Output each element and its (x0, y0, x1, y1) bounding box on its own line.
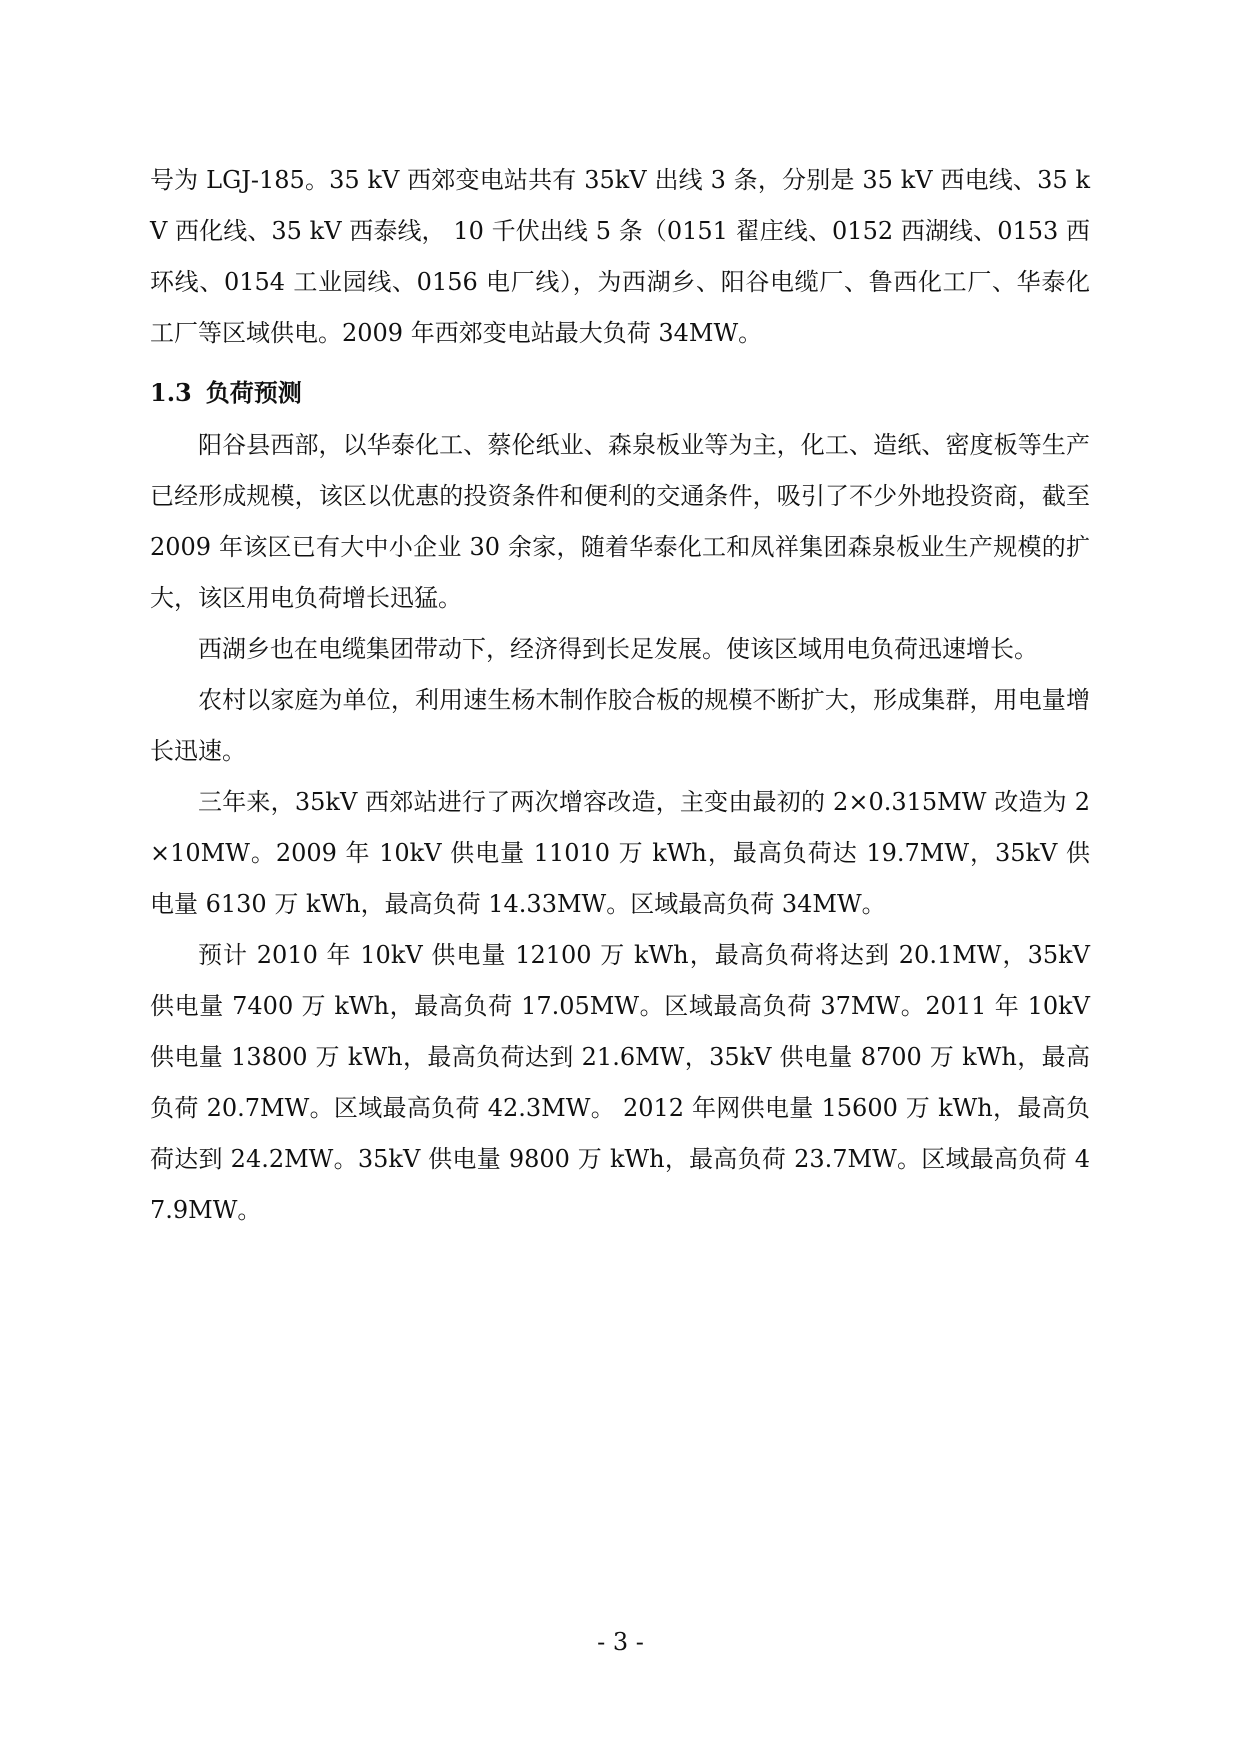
paragraph-west-industry: 阳谷县西部，以华泰化工、蔡伦纸业、森泉板业等为主，化工、造纸、密度板等生产已经形成规模，该区以优惠的投资条件和便利的交通条件，吸引了不少外地投资商，截至 2009 年该区已有大中小企业 30 余家，随着华泰化工和凤祥集团森泉板业生产规模的扩大，该区用电负荷增长迅猛。 (150, 431, 1090, 612)
section-heading (150, 367, 1090, 418)
paragraph-load-forecast: 预计 2010 年 10kV 供电量 12100 万 kWh，最高负荷将达到 20.1MW，35kV 供电量 7400 万 kWh，最高负荷 17.05MW。区域最高负荷 37MW。2011 年 10kV 供电量 13800 万 kWh，最高负荷达到 21.6MW，35kV 供电量 8700 万 kWh，最高负荷 20.7MW。区域最高负荷 42.3MW。 2012 年网供电量 15600 万 kWh，最高负荷达到 24.2MW。35kV 供电量 9800 万 kWh，最高负荷 23.7MW。区域最高负荷 47.9MW。 (150, 941, 1090, 1224)
paragraph-capacity-upgrade: 三年来，35kV 西郊站进行了两次增容改造，主变由最初的 2×0.315MW 改造为 2×10MW。2009 年 10kV 供电量 11010 万 kWh，最高负荷达 19.7MW，35kV 供电量 6130 万 kWh，最高负荷 14.33MW。区域最高负荷 34MW。 (150, 788, 1090, 918)
paragraph-substation-lines: 号为 LGJ-185。35 kV 西郊变电站共有 35kV 出线 3 条，分别是 35 kV 西电线、35 kV 西化线、35 kV 西泰线， 10 千伏出线 5 条（0151 翟庄线、0152 西湖线、0153 西环线、0154 工业园线、0156 电厂线），为西湖乡、阳谷电缆厂、鲁西化工厂、华泰化工厂等区域供电。2009 年西郊变电站最大负荷 34MW。 (150, 166, 1090, 347)
section-title: 负荷预测 (205, 378, 302, 407)
paragraph-rural-plywood: 农村以家庭为单位，利用速生杨木制作胶合板的规模不断扩大，形成集群，用电量增长迅速。 (150, 686, 1090, 765)
paragraph-xihu-township: 西湖乡也在电缆集团带动下，经济得到长足发展。使该区域用电负荷迅速增长。 (198, 635, 1038, 663)
document-body (150, 155, 1090, 1236)
page-number: - 3 - (597, 1628, 644, 1656)
section-number: 1.3 (150, 378, 192, 407)
